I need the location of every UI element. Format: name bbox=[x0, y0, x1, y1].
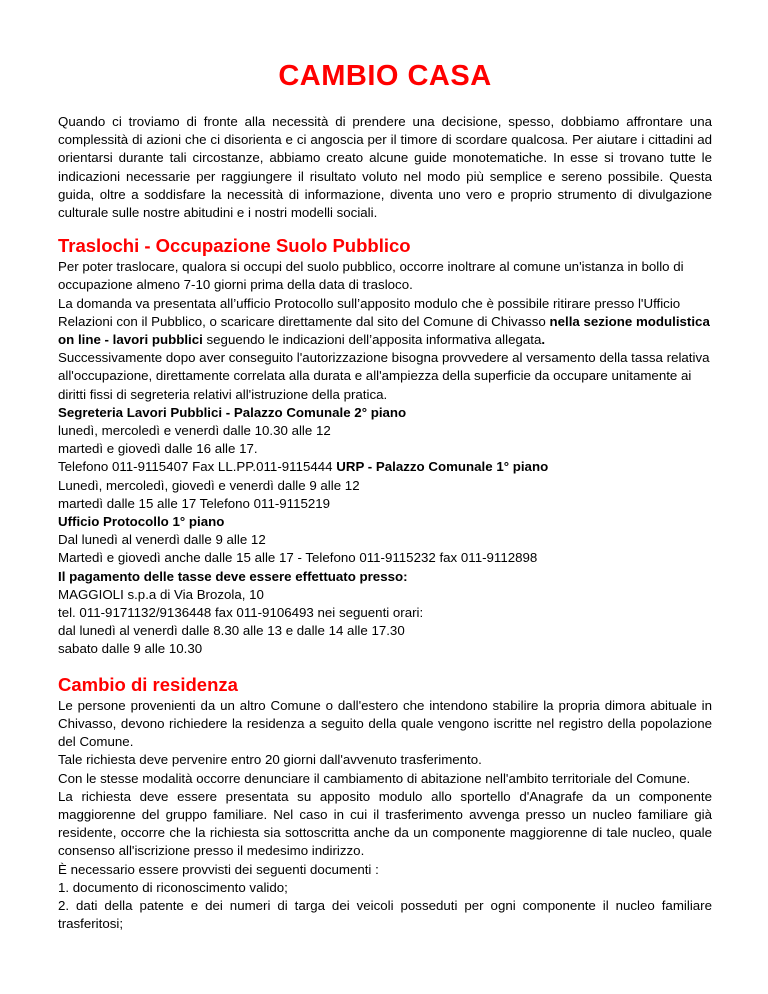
document-title: CAMBIO CASA bbox=[278, 60, 492, 92]
traslochi-p2-period: . bbox=[541, 332, 546, 348]
traslochi-p2-text-c: seguendo le indicazioni dell’apposita informativa allegata bbox=[202, 332, 542, 348]
residenza-paragraph-1: Le persone provenienti da un altro Comune o dall'estero che intendono stabilire la propria dimora abituale in Chivasso, devono richiedere la residenza a seguito della quale vengono iscritte nel registro della popolazione del Comune. bbox=[58, 697, 712, 750]
section-heading-traslochi: Traslochi - Occupazione Suolo Pubblico bbox=[58, 235, 411, 257]
intro-paragraph: Quando ci troviamo di fronte alla necessità di prendere una decisione, spesso, dobbiamo affrontare una complessità di azioni che ci disorienta e ci angoscia per il timore di scordare qualcosa. Per aiutare i cittadini ad orientarsi durante tali circostanze, abbiamo creato alcune guide monotematiche. In esse si trovano tutte le indicazioni necessarie per raggiungere il risultato voluto nel modo più semplice e sereno possibile. Questa guida, oltre a soddisfare la necessità di informazione, diventa uno vero e proprio strumento di divulgazione culturale sulle nostre abitudini e i nostri modelli sociali. bbox=[58, 114, 712, 221]
section-traslochi bbox=[58, 258, 712, 658]
protocollo-hours-1: Dal lunedì al venerdì dalle 9 alle 12 bbox=[58, 532, 266, 548]
residenza-paragraph-3: Con le stesse modalità occorre denunciare il cambiamento di abitazione nell'ambito territoriale del Comune. bbox=[58, 770, 691, 786]
segreteria-hours-1: lunedì, mercoledì e venerdì dalle 10.30 alle 12 bbox=[58, 423, 331, 439]
pagamento-title bbox=[58, 568, 712, 586]
traslochi-paragraph-1: Per poter traslocare, qualora si occupi del suolo pubblico, occorre inoltrare al comune un'istanza in bollo di occupazione almeno 7-10 giorni prima della data di trasloco. bbox=[58, 259, 684, 293]
traslochi-paragraph-2 bbox=[58, 295, 712, 350]
segreteria-title bbox=[58, 404, 712, 422]
protocollo-hours-2: Martedì e giovedì anche dalle 15 alle 17 - Telefono 011-9115232 fax 011-9112898 bbox=[58, 550, 538, 566]
maggioli-address: MAGGIOLI s.p.a di Via Brozola, 10 bbox=[58, 586, 264, 602]
maggioli-hours-2: sabato dalle 9 alle 10.30 bbox=[58, 641, 203, 657]
urp-hours-1: Lunedì, mercoledì, giovedì e venerdì dalle 9 alle 12 bbox=[58, 477, 360, 493]
urp-hours-2: martedì dalle 15 alle 17 Telefono 011-9115219 bbox=[58, 495, 331, 511]
segreteria-hours-2: martedì e giovedì dalle 16 alle 17. bbox=[58, 441, 258, 457]
documenti-list-item-2: 2. dati della patente e dei numeri di targa dei veicoli posseduti per ogni componente il nucleo familiare trasferitosi; bbox=[58, 897, 712, 932]
residenza-paragraph-4: La richiesta deve essere presentata su apposito modulo allo sportello d'Anagrafe da un componente maggiorenne del gruppo familiare. Nel caso in cui il trasferimento avvenga presso un nucleo familiare già residente, occorre che la richiesta sia sottoscritta anche da un componente maggiorenne di tale nucleo, quale consenso all'iscrizione presso il medesimo indirizzo. bbox=[58, 788, 712, 859]
section-heading-residenza: Cambio di residenza bbox=[58, 673, 238, 695]
modulistica-link-text: nella sezione modulistica on line - lavori pubblici bbox=[58, 313, 710, 348]
protocollo-title-text: Ufficio Protocollo 1° piano bbox=[58, 514, 225, 530]
section-residenza bbox=[58, 697, 712, 934]
pagamento-title-text: Il pagamento delle tasse deve essere effettuato presso: bbox=[58, 568, 408, 584]
protocollo-title bbox=[58, 513, 712, 531]
maggioli-hours-1: dal lunedì al venerdì dalle 8.30 alle 13 e dalle 14 alle 17.30 bbox=[58, 623, 405, 639]
maggioli-phone: tel. 011-9171132/9136448 fax 011-9106493 nei seguenti orari: bbox=[58, 605, 424, 621]
segreteria-title-text: Segreteria Lavori Pubblici - Palazzo Comunale 2° piano bbox=[58, 404, 407, 420]
segreteria-phone: Telefono 011-9115407 Fax LL.PP.011-9115444 bbox=[58, 459, 337, 475]
traslochi-paragraph-3: Successivamente dopo aver conseguito l'autorizzazione bisogna provvedere al versamento della tassa relativa all'occupazione, direttamente correlata alla durata e all'ampiezza della superficie da occupare unitamente ai diritti fissi di segreteria relativi all'istruzione della pratica. bbox=[58, 350, 710, 402]
residenza-paragraph-2: Tale richiesta deve pervenire entro 20 giorni dall'avvenuto trasferimento. bbox=[58, 752, 482, 768]
residenza-paragraph-5: È necessario essere provvisti dei seguenti documenti : bbox=[58, 861, 379, 877]
documenti-list-item-1: 1. documento di riconoscimento valido; bbox=[58, 879, 288, 895]
traslochi-p2-text-a: La domanda va presentata all’ufficio Protocollo sull’apposito modulo che è possibile ritirare presso l'Ufficio Relazioni con il Pubblico, o scaricare direttamente dal sito del Comune di Chivasso bbox=[58, 295, 681, 329]
segreteria-phone-line bbox=[58, 458, 712, 476]
urp-title: URP - Palazzo Comunale 1° piano bbox=[336, 459, 549, 475]
